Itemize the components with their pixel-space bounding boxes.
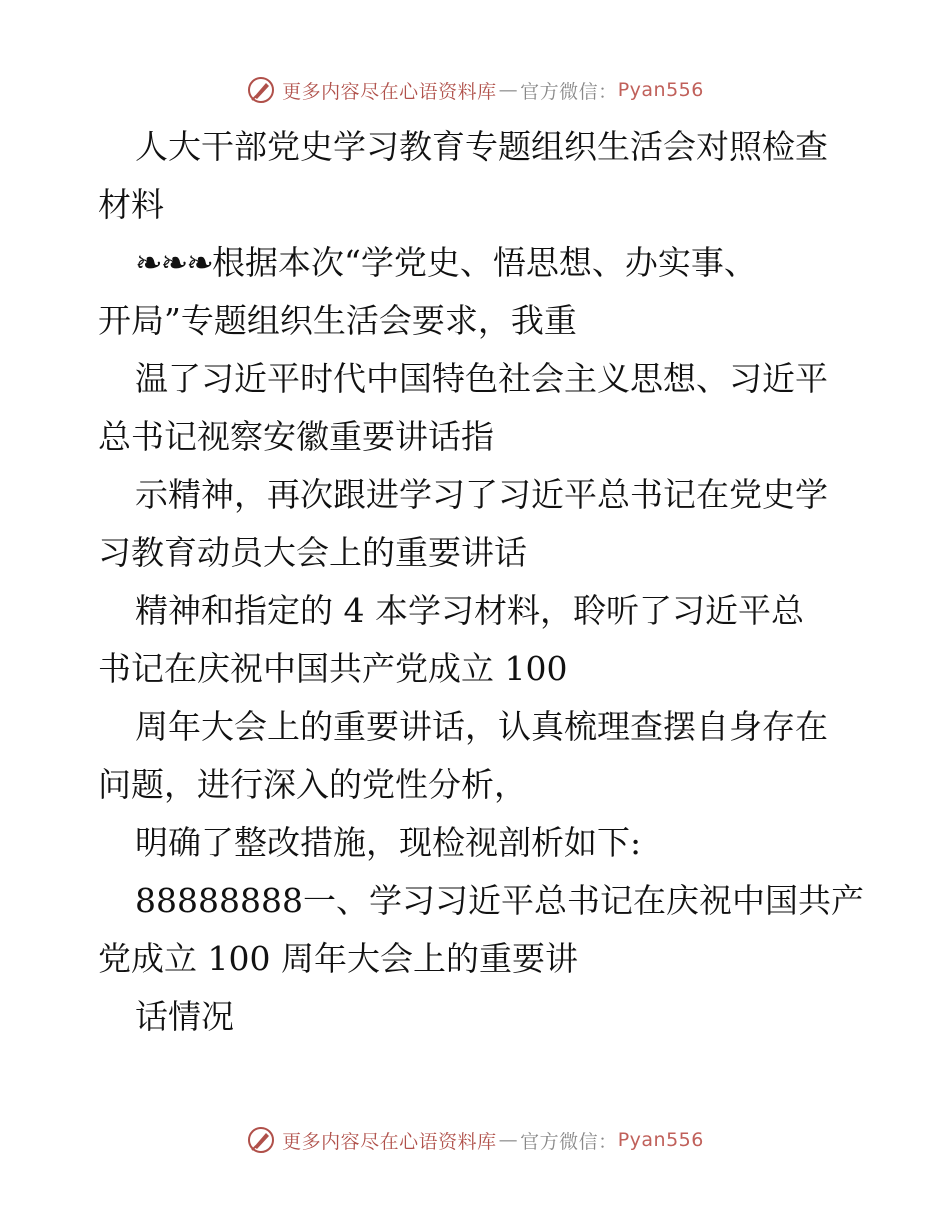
- paragraph-line: 书记在庆祝中国共产党成立 100: [98, 649, 568, 688]
- watermark-dash: —: [498, 1129, 519, 1151]
- document-title-line-2: 材料: [98, 185, 164, 224]
- watermark-prefix: 更多内容尽在心语资料库: [282, 1130, 497, 1153]
- paragraph-text: 根据本次“学党史、悟思想、办实事、: [211, 243, 757, 282]
- watermark-middle: 官方微信：: [520, 80, 618, 103]
- paragraph-line: 明确了整改措施，现检视剖析如下:: [135, 823, 642, 862]
- watermark-header: [0, 70, 950, 110]
- watermark-wechat-id: Pyan556: [617, 1129, 704, 1151]
- watermark-dash: —: [498, 79, 519, 101]
- feather-pen-logo-icon: [246, 1125, 276, 1155]
- section-heading-line-3: 话情况: [135, 997, 234, 1036]
- paragraph-line: 问题，进行深入的党性分析，: [98, 765, 527, 804]
- paragraph-line: 精神和指定的 4 本学习材料，聆听了习近平总: [135, 591, 804, 630]
- ornament-icon: ❧❧❧: [135, 243, 212, 282]
- paragraph-line: 示精神，再次跟进学习了习近平总书记在党史学: [135, 475, 828, 514]
- paragraph-line: 开局”专题组织生活会要求，我重: [98, 301, 577, 340]
- watermark-footer: [0, 1120, 950, 1160]
- paragraph-line: 总书记视察安徽重要讲话指: [98, 417, 494, 456]
- paragraph-line: 习教育动员大会上的重要讲话: [98, 533, 527, 572]
- document-title-line-1: 人大干部党史学习教育专题组织生活会对照检查: [135, 127, 828, 166]
- watermark-middle: 官方微信：: [520, 1130, 618, 1153]
- watermark-wechat-id: Pyan556: [617, 79, 704, 101]
- paragraph-line: [98, 234, 868, 292]
- section-heading-line-1: 88888888一、学习习近平总书记在庆祝中国共产: [135, 881, 864, 920]
- feather-pen-logo-icon: [246, 75, 276, 105]
- document-body: [98, 118, 868, 1046]
- section-heading-line-2: 党成立 100 周年大会上的重要讲: [98, 939, 578, 978]
- paragraph-line: 温了习近平时代中国特色社会主义思想、习近平: [135, 359, 828, 398]
- paragraph-line: 周年大会上的重要讲话，认真梳理查摆自身存在: [135, 707, 828, 746]
- watermark-prefix: 更多内容尽在心语资料库: [282, 80, 497, 103]
